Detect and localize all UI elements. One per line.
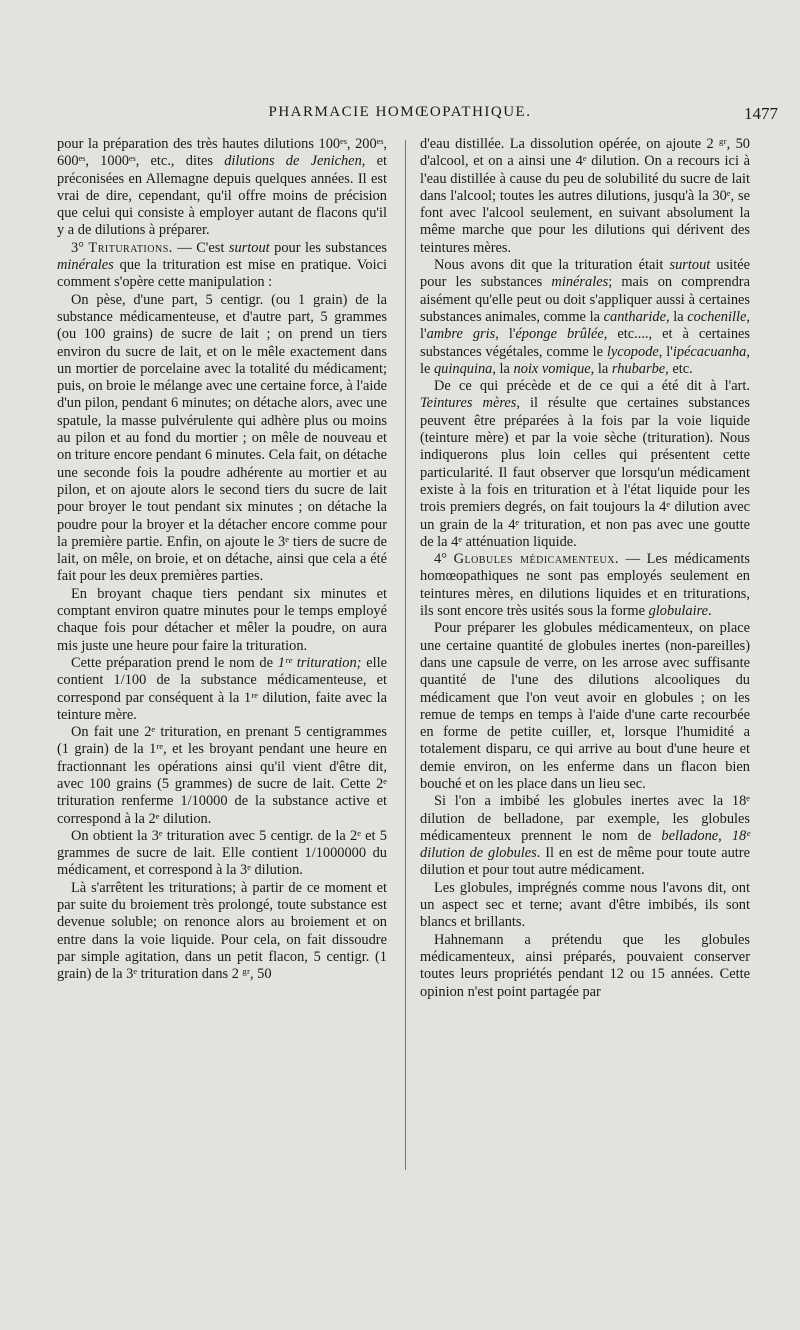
- running-title: PHARMACIE HOMŒOPATHIQUE.: [268, 104, 532, 120]
- left-column: [57, 136, 387, 984]
- paragraph: pour la préparation des très hautes dilutions 100ᵉˢ, 200ᵉˢ, 600ᵉˢ, 1000ᵉˢ, etc., dites dilutions de Jenichen, et préconisées en Allemagne depuis quelques années. Il est vrai de dire, cependant, qu'il offre moins de précision que celui qui consiste à employer autant de flacons qu'il y a de dilutions à préparer.: [57, 136, 388, 239]
- paragraph: On obtient la 3ᵉ trituration avec 5 centigr. de la 2ᵉ et 5 grammes de sucre de lait. Elle contient 1/1000000 du médicament, et correspond à la 3ᵉ dilution.: [57, 827, 387, 879]
- paragraph: Hahnemann a prétendu que les globules médicamenteux, ainsi préparés, pouvaient conserver toutes leurs propriétés pendant 12 ou 15 années. Cette opinion n'est point partagée par: [420, 931, 750, 1000]
- paragraph: Cette préparation prend le nom de 1ʳᵉ trituration; elle contient 1/100 de la substance médicamenteuse, et correspond par conséquent à la 1ʳᵉ dilution, faite avec la teinture mère.: [57, 654, 388, 723]
- paragraph: Pour préparer les globules médicamenteux, on place une certaine quantité de globules inertes (non-pareilles) dans une capsule de verre, on les arrose avec suffisante quantité de l'une des dilutions alcooliques du médicament que l'on veut avoir en globules ; on les remue de temps en temps à l'aide d'une carte recourbée en forme de petite cuiller, et, lorsque l'humidité a totalement disparu, ce qui arrive au bout d'une heure et demie environ, on les enferme dans un flacon bien bouché et on les place dans un lieu sec.: [420, 620, 750, 792]
- paragraph: En broyant chaque tiers pendant six minutes et comptant environ quatre minutes pour le temps employé chaque fois pour détacher et mêler la poudre, on aura mis juste une heure pour faire la trituration.: [57, 585, 387, 654]
- section-globules: 4° Globules médicamenteux. — Les médicaments homœopathiques ne sont pas employés seulement en teintures mères, en dilutions liquides et en triturations, ils sont encore très usités sous la forme globulaire.: [420, 551, 750, 620]
- paragraph: Si l'on a imbibé les globules inertes avec la 18ᵉ dilution de belladone, par exemple, les globules médicamenteux prennent le nom de belladone, 18ᵉ dilution de globules. Il en est de même pour toute autre dilution et pour tout autre médicament.: [420, 793, 750, 879]
- paragraph: De ce qui précède et de ce qui a été dit à l'art. Teintures mères, il résulte que certaines substances peuvent être préparées à la fois par la voie liquide (teinture mère) et par la voie sèche (trituration). Nous indiquerons plus loin celles qui présentent cette particularité. Il faut observer que lorsqu'un médicament existe à la fois en trituration et à l'état liquide pour les trois premiers degrés, on fait toujours la 4ᵉ dilution avec un grain de la 4ᵉ trituration, et non pas avec une goutte de la 4ᵉ atténuation liquide.: [420, 378, 750, 550]
- page-number: 1477: [744, 104, 778, 123]
- paragraph: Les globules, imprégnés comme nous l'avons dit, ont un aspect sec et terne; avant d'être imbibés, ils sont blancs et brillants.: [420, 879, 750, 931]
- section-heading: Triturations.: [88, 239, 173, 256]
- right-column: [420, 136, 750, 1001]
- section-heading: Globules médicamenteux.: [453, 551, 620, 568]
- paragraph: d'eau distillée. La dissolution opérée, on ajoute 2 ᵍʳ, 50 d'alcool, et on a ainsi une 4ᵉ dilution. On a recours ici à l'eau distillée à cause du peu de solubilité du sucre de lait dans l'alcool; toutes les autres dilutions, jusqu'à la 30ᵉ, se font avec l'alcool seulement, en suivant absolument la même marche que pour les dilutions qui dérivent des teintures mères.: [420, 136, 750, 256]
- paragraph: Là s'arrêtent les triturations; à partir de ce moment et par suite du broiement très prolongé, toute substance est devenue soluble; on renonce alors au broiement et on entre dans la voie liquide. Pour cela, on fait dissoudre par simple agitation, dans un petit flacon, 5 centigr. (1 grain) de la 3ᵉ trituration dans 2 ᵍʳ, 50: [57, 879, 387, 983]
- section-triturations: 3° Triturations. — C'est surtout pour les substances minérales que la trituration est mise en pratique. Voici comment s'opère cette manipulation :: [57, 239, 387, 291]
- paragraph: On fait une 2ᵉ trituration, en prenant 5 centigrammes (1 grain) de la 1ʳᵉ, et les broyant pendant une heure en fractionnant les opérations ainsi qu'il vient d'être dit, avec 100 grains (5 grammes) de sucre de lait. Cette 2ᵉ trituration renferme 1/10000 de la substance active et correspond à la 2ᵉ dilution.: [57, 724, 387, 827]
- paragraph: On pèse, d'une part, 5 centigr. (ou 1 grain) de la substance médicamenteuse, et d'autre part, 5 grammes (ou 100 grains) de sucre de lait ; on prend un tiers environ du sucre de lait, et on le mêle exactement dans un mortier de porcelaine avec la totalité du médicament; puis, on broie le mélange avec une certaine force, à l'aide d'un pilon, pendant 6 minutes; on détache alors, avec une spatule, la masse pulvérulente qui adhère plus ou moins au pilon et au fond du mortier ; on mêle de nouveau et on triture encore pendant 6 minutes. Cela fait, on détache une seconde fois la poudre adhérente au mortier et au pilon, et on ajoute alors le second tiers du sucre de lait pour broyer le tout pendant six minutes ; on détache la poudre pour la broyer et la détacher encore comme pour la première partie. Enfin, on ajoute le 3ᵉ tiers de sucre de lait, on mêle, on broie, et on détache, ainsi que cela a été fait pour les deux premières parties.: [57, 291, 387, 585]
- column-divider: [405, 140, 406, 1170]
- paragraph: Nous avons dit que la trituration était surtout usitée pour les substances minérales; mais on comprendra aisément qu'elle peut ou doit s'appliquer aussi à certaines substances animales, comme la cantharide, la cochenille, l'ambre gris, l'éponge brûlée, etc...., et à certaines substances végétales, comme le lycopode, l'ipécacuanha, le quinquina, la noix vomique, la rhubarbe, etc.: [420, 257, 751, 377]
